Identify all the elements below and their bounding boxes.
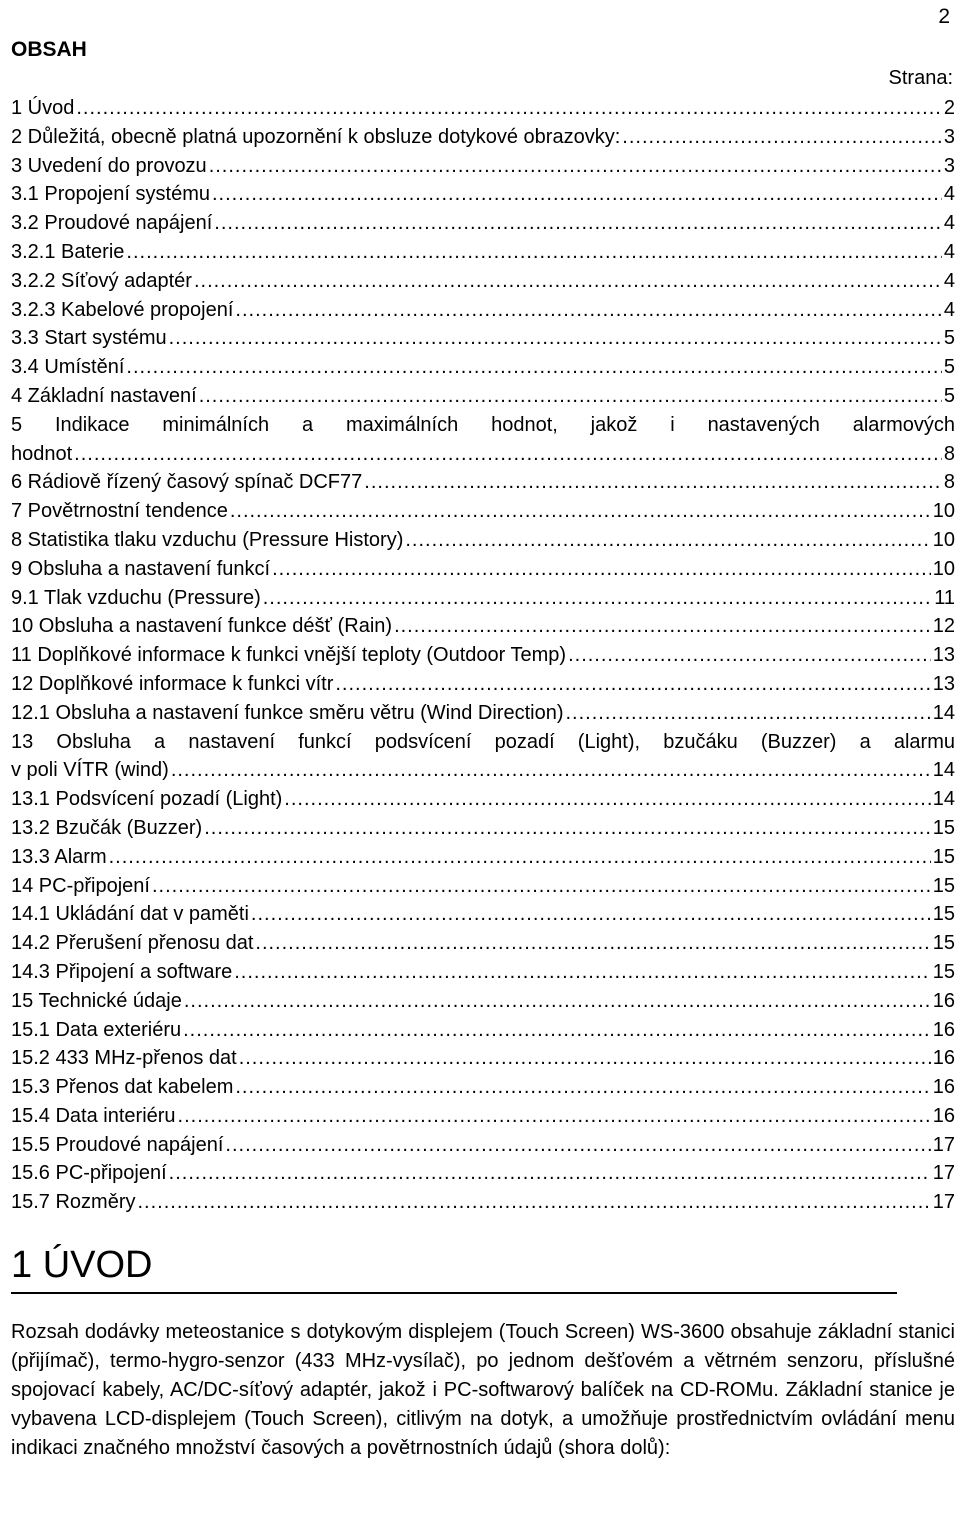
toc-leader-dots (138, 1188, 931, 1217)
toc-entry-page: 15 (932, 903, 955, 926)
toc-entry-page: 4 (943, 240, 955, 263)
toc-entry-page: 17 (932, 1162, 955, 1185)
toc-entry-title: 14.2 Přerušení přenosu dat (11, 932, 254, 955)
toc-entry-title: 14.1 Ukládání dat v paměti (11, 903, 249, 926)
toc-leader-dots (194, 267, 942, 296)
toc-entry-page: 14 (932, 759, 955, 782)
toc-title: OBSAH (11, 38, 87, 61)
toc-entry[interactable] (11, 382, 955, 411)
toc-entry-page: 17 (932, 1191, 955, 1214)
toc-entry[interactable] (11, 843, 955, 872)
toc-entry-page: 5 (943, 356, 955, 379)
toc-leader-dots (235, 296, 941, 325)
toc-leader-dots (169, 1159, 931, 1188)
toc-entry[interactable] (11, 1188, 955, 1217)
toc-entry[interactable] (11, 238, 955, 267)
toc-entry-title: 3.2 Proudové napájení (11, 212, 213, 235)
toc-leader-dots (364, 468, 942, 497)
toc-entry[interactable] (11, 526, 955, 555)
toc-entry-page: 4 (943, 298, 955, 321)
section-heading: 1 ÚVOD (11, 1244, 153, 1286)
toc-entry-page: 15 (932, 960, 955, 983)
toc-entry-title: 3 Uvedení do provozu (11, 154, 207, 177)
toc-entry-page: 16 (932, 989, 955, 1012)
toc-entry-page: 14 (932, 788, 955, 811)
toc-entry-page: 15 (932, 816, 955, 839)
toc-entry-title: 14 PC-připojení (11, 874, 150, 897)
toc-entry-title: 11 Doplňkové informace k funkci vnější teploty (Outdoor Temp) (11, 644, 567, 667)
toc-entry-page: 16 (932, 1047, 955, 1070)
toc-entry-title: 3.2.1 Baterie (11, 240, 125, 263)
toc-entry-title: 3.4 Umístění (11, 356, 125, 379)
toc-leader-dots (152, 872, 931, 901)
toc-entry-title: 3.1 Propojení systému (11, 183, 210, 206)
toc-entry-title: 12.1 Obsluha a nastavení funkce směru větru (Wind Direction) (11, 701, 564, 724)
toc-entry[interactable] (11, 1159, 955, 1188)
toc-entry-title: 8 Statistika tlaku vzduchu (Pressure History) (11, 528, 404, 551)
toc-leader-dots (230, 497, 931, 526)
toc-entry-page: 10 (932, 528, 955, 551)
toc-entry[interactable] (11, 324, 955, 353)
toc-entry-title: 1 Úvod (11, 97, 75, 119)
toc-entry-page: 10 (932, 557, 955, 580)
toc-entry[interactable] (11, 1102, 955, 1131)
toc-leader-dots (171, 756, 931, 785)
toc-entry-title: 9.1 Tlak vzduchu (Pressure) (11, 586, 261, 609)
toc-leader-dots (234, 958, 931, 987)
toc-entry-page: 5 (943, 384, 955, 407)
toc-leader-dots (565, 699, 930, 728)
toc-entry[interactable] (11, 958, 955, 987)
toc-entry[interactable] (11, 699, 955, 728)
toc-leader-dots (214, 209, 942, 238)
toc-entry-title: 3.2.2 Síťový adaptér (11, 269, 192, 292)
toc-entry[interactable] (11, 497, 955, 526)
toc-entry-page: 4 (943, 183, 955, 206)
toc-leader-dots (209, 152, 942, 181)
toc-leader-dots (284, 785, 930, 814)
toc-leader-dots (568, 641, 931, 670)
toc-entry[interactable] (11, 1131, 955, 1160)
toc-leader-dots (109, 843, 931, 872)
toc-entry-page: 10 (932, 500, 955, 523)
toc-entry-page: 15 (932, 874, 955, 897)
toc-entry-title: 9 Obsluha a nastavení funkcí (11, 557, 271, 580)
toc-entry-title: 13.1 Podsvícení pozadí (Light) (11, 788, 283, 811)
toc-entry[interactable] (11, 267, 955, 296)
toc-entry-title-continued: v poli VÍTR (wind) (11, 759, 169, 782)
toc-entry[interactable] (11, 468, 955, 497)
toc-entry[interactable] (11, 123, 955, 152)
toc-entry-page: 3 (943, 125, 955, 148)
toc-entry[interactable] (11, 814, 955, 843)
toc-entry-page: 12 (932, 615, 955, 638)
toc-entry-title: 13.2 Bzučák (Buzzer) (11, 816, 203, 839)
toc-leader-dots (183, 1016, 931, 1045)
toc-entry-title: 15.3 Přenos dat kabelem (11, 1076, 234, 1099)
toc-entry[interactable] (11, 411, 955, 469)
toc-leader-dots (126, 238, 941, 267)
toc-entry[interactable] (11, 353, 955, 382)
toc-leader-dots (335, 670, 930, 699)
toc-entry-page: 4 (943, 212, 955, 235)
toc-entry[interactable] (11, 209, 955, 238)
toc-entry-title: 10 Obsluha a nastavení funkce déšť (Rain) (11, 615, 393, 638)
toc-leader-dots (405, 526, 930, 555)
toc-entry-page: 15 (932, 845, 955, 868)
toc-entry-title: 13.3 Alarm (11, 845, 107, 868)
toc-entry[interactable] (11, 94, 955, 123)
toc-entry-page: 16 (932, 1018, 955, 1041)
toc-entry[interactable] (11, 180, 955, 209)
toc-entry-page: 17 (932, 1133, 955, 1156)
intro-paragraph: Rozsah dodávky meteostanice s dotykovým displejem (Touch Screen) WS-3600 obsahuje základní stanici (přijímač), termo-hygro-senzor (433 MHz-vysílač), po jednom dešťovém a větrném senzoru, příslušné spojovací kabely, AC/DC-síťový adaptér, jakož i PC-softwarový balíček na CD-ROMu. Základní stanice je vybavena LCD-displejem (Touch Screen), citlivým na dotyk, a umožňuje prostřednictvím ovládání menu indikaci značného množství časových a povětrnostních údajů (shora dolů): (11, 1321, 955, 1459)
toc-entry-title: 5 Indikace minimálních a maximálních hodnot, jakož i nastavených alarmových (11, 413, 955, 436)
toc-entry-page: 4 (943, 269, 955, 292)
toc-leader-dots (263, 584, 932, 613)
toc-leader-dots (76, 94, 942, 123)
toc-leader-dots (235, 1073, 930, 1102)
toc-entry-page: 8 (943, 471, 955, 494)
toc-entry-title: 4 Základní nastavení (11, 384, 197, 407)
toc-leader-dots (169, 324, 942, 353)
toc-leader-dots (204, 814, 931, 843)
toc-entry-page: 16 (932, 1104, 955, 1127)
toc-entry-title: 14.3 Připojení a software (11, 960, 233, 983)
toc-entry[interactable] (11, 1044, 955, 1073)
toc-leader-dots (225, 1131, 930, 1160)
toc-entry-title: 15.2 433 MHz-přenos dat (11, 1047, 237, 1070)
toc-entry-title: 15.1 Data exteriéru (11, 1018, 182, 1041)
table-of-contents (11, 94, 955, 1217)
toc-entry-page: 2 (943, 97, 955, 119)
toc-leader-dots (394, 612, 931, 641)
toc-leader-dots (239, 1044, 931, 1073)
toc-leader-dots (272, 555, 931, 584)
toc-leader-dots (178, 1102, 931, 1131)
toc-leader-dots (184, 987, 931, 1016)
toc-entry[interactable] (11, 785, 955, 814)
toc-entry-page: 14 (932, 701, 955, 724)
toc-entry-title: 7 Povětrnostní tendence (11, 500, 228, 523)
toc-entry-title-continued: hodnot (11, 442, 73, 465)
toc-entry-title: 15 Technické údaje (11, 989, 182, 1012)
toc-entry-title: 6 Rádiově řízený časový spínač DCF77 (11, 471, 363, 494)
toc-entry-title: 13 Obsluha a nastavení funkcí podsvícení pozadí (Light), bzučáku (Buzzer) a alarmu (11, 730, 955, 753)
toc-entry[interactable] (11, 987, 955, 1016)
toc-entry[interactable] (11, 670, 955, 699)
toc-entry-page: 8 (943, 442, 955, 465)
toc-leader-dots (622, 123, 942, 152)
toc-entry[interactable] (11, 900, 955, 929)
toc-entry[interactable] (11, 612, 955, 641)
toc-entry[interactable] (11, 1073, 955, 1102)
toc-entry-title: 3.3 Start systému (11, 327, 167, 350)
toc-entry-title: 2 Důležitá, obecně platná upozornění k obsluze dotykové obrazovky: (11, 125, 621, 148)
toc-entry[interactable] (11, 152, 955, 181)
toc-entry-page: 5 (943, 327, 955, 350)
toc-entry-title: 15.7 Rozměry (11, 1191, 136, 1214)
toc-entry[interactable] (11, 641, 955, 670)
toc-entry-page: 3 (943, 154, 955, 177)
toc-leader-dots (126, 353, 941, 382)
toc-entry-title: 15.6 PC-připojení (11, 1162, 167, 1185)
toc-leader-dots (199, 382, 942, 411)
heading-rule (11, 1292, 897, 1294)
toc-leader-dots (255, 929, 930, 958)
toc-leader-dots (251, 900, 931, 929)
page-number: 2 (938, 5, 950, 28)
toc-entry-title: 15.4 Data interiéru (11, 1104, 176, 1127)
toc-entry[interactable] (11, 555, 955, 584)
toc-page-label: Strana: (888, 67, 953, 89)
toc-entry[interactable] (11, 929, 955, 958)
toc-entry-page: 13 (932, 644, 955, 667)
toc-entry[interactable] (11, 296, 955, 325)
toc-leader-dots (212, 180, 942, 209)
toc-entry-page: 16 (932, 1076, 955, 1099)
toc-entry-page: 11 (934, 586, 955, 609)
toc-entry-page: 15 (932, 932, 955, 955)
toc-entry-title: 15.5 Proudové napájení (11, 1133, 224, 1156)
toc-leader-dots (74, 440, 942, 469)
toc-entry[interactable] (11, 584, 955, 613)
toc-entry-title: 12 Doplňkové informace k funkci vítr (11, 672, 334, 695)
toc-entry-title: 3.2.3 Kabelové propojení (11, 298, 234, 321)
toc-entry[interactable] (11, 728, 955, 786)
toc-entry-page: 13 (932, 672, 955, 695)
toc-entry[interactable] (11, 1016, 955, 1045)
toc-entry[interactable] (11, 872, 955, 901)
